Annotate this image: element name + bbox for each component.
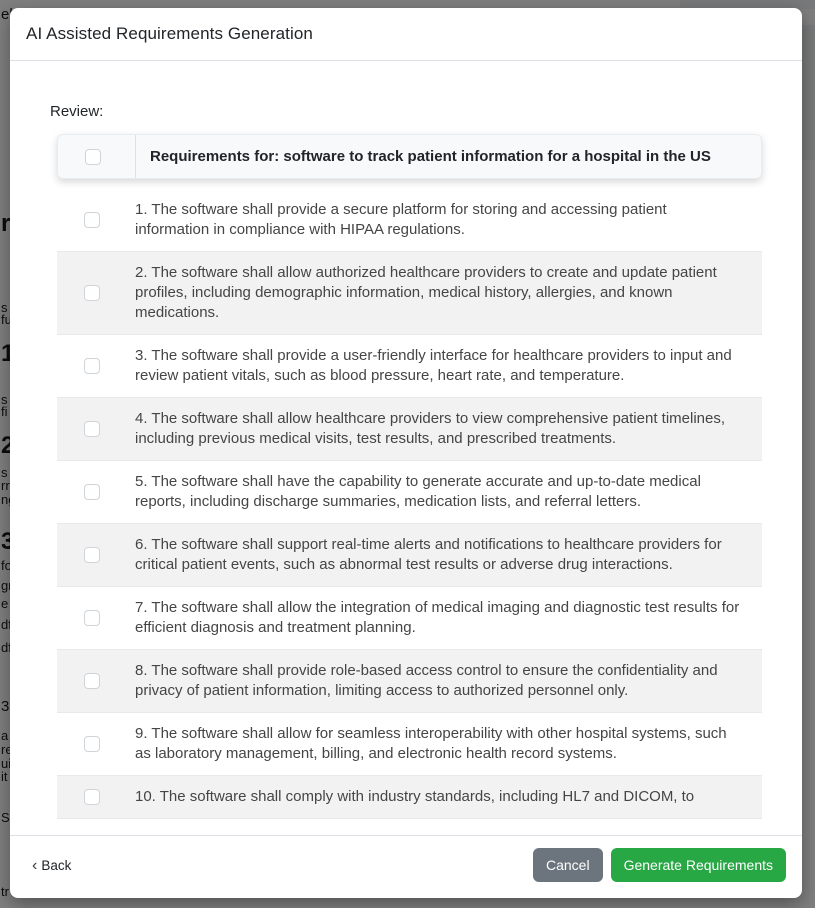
requirement-text: 3. The software shall provide a user-friendly interface for healthcare providers to input and review patient vitals, such as blood pressure, heart rate, and temperature. [135, 347, 732, 384]
requirement-checkbox[interactable] [84, 484, 100, 500]
requirement-text: 8. The software shall provide role-based access control to ensure the confidentiality and privacy of patient information, limiting access to authorized personnel only. [135, 662, 718, 699]
requirement-text: 5. The software shall have the capability to generate accurate and up-to-date medical reports, including discharge summaries, medication lists, and referral letters. [135, 473, 701, 510]
requirement-text: 1. The software shall provide a secure platform for storing and accessing patient information in compliance with HIPAA regulations. [135, 201, 667, 238]
requirement-checkbox[interactable] [84, 673, 100, 689]
requirement-checkbox-cell [57, 610, 135, 626]
requirement-checkbox-cell [57, 789, 135, 805]
requirement-checkbox[interactable] [84, 421, 100, 437]
requirement-checkbox[interactable] [84, 285, 100, 301]
footer-buttons [533, 848, 786, 882]
requirement-checkbox-cell [57, 736, 135, 752]
requirement-text: 10. The software shall comply with industry standards, including HL7 and DICOM, to [135, 788, 695, 805]
requirements-header-row[interactable] [57, 134, 762, 179]
requirement-row[interactable] [57, 524, 762, 587]
requirement-checkbox-cell [57, 212, 135, 228]
requirement-checkbox-cell [57, 673, 135, 689]
requirement-row[interactable] [57, 776, 762, 819]
modal-body [10, 61, 802, 835]
requirement-row[interactable] [57, 461, 762, 524]
requirement-checkbox-cell [57, 421, 135, 437]
requirement-text: 4. The software shall allow healthcare providers to view comprehensive patient timelines, including previous medical visits, test results, and prescribed treatments. [135, 410, 726, 447]
requirement-checkbox[interactable] [84, 789, 100, 805]
requirements-list[interactable] [57, 134, 762, 805]
requirement-text: 2. The software shall allow authorized healthcare providers to create and update patient profiles, including demographic information, medical history, allergies, and known medications. [135, 264, 717, 321]
requirements-header-label: Requirements for: software to track patient information for a hospital in the US [150, 148, 711, 165]
requirement-text: 6. The software shall support real-time alerts and notifications to healthcare providers for critical patient events, such as abnormal test results or adverse drug interactions. [135, 536, 722, 573]
requirement-checkbox-cell [57, 358, 135, 374]
requirement-checkbox[interactable] [84, 212, 100, 228]
review-label: Review: [50, 103, 104, 120]
requirement-checkbox-cell [57, 484, 135, 500]
requirement-rows-container [57, 189, 762, 819]
requirement-checkbox-cell [57, 285, 135, 301]
requirement-text: 9. The software shall allow for seamless interoperability with other hospital systems, such as laboratory management, billing, and electronic health record systems. [135, 725, 727, 762]
requirement-row[interactable] [57, 252, 762, 335]
requirement-row[interactable] [57, 398, 762, 461]
ai-requirements-modal [10, 8, 802, 898]
requirement-checkbox[interactable] [84, 610, 100, 626]
requirement-checkbox-cell [57, 547, 135, 563]
requirement-checkbox[interactable] [84, 736, 100, 752]
modal-footer [10, 835, 802, 898]
requirement-text: 7. The software shall allow the integration of medical imaging and diagnostic test results for efficient diagnosis and treatment planning. [135, 599, 740, 636]
header-checkbox-cell [58, 135, 136, 178]
modal-header [10, 8, 802, 61]
generate-requirements-button[interactable]: Generate Requirements [611, 848, 786, 882]
modal-title: AI Assisted Requirements Generation [26, 24, 313, 43]
requirement-row[interactable] [57, 713, 762, 776]
chevron-left-icon: ‹ [32, 857, 38, 874]
requirement-row[interactable] [57, 189, 762, 252]
requirement-row[interactable] [57, 650, 762, 713]
requirement-checkbox[interactable] [84, 547, 100, 563]
back-button[interactable] [32, 858, 71, 873]
select-all-checkbox[interactable] [85, 149, 101, 165]
requirement-row[interactable] [57, 587, 762, 650]
requirement-row[interactable] [57, 335, 762, 398]
cancel-button[interactable]: Cancel [533, 848, 603, 882]
back-label: Back [41, 858, 72, 873]
requirement-checkbox[interactable] [84, 358, 100, 374]
